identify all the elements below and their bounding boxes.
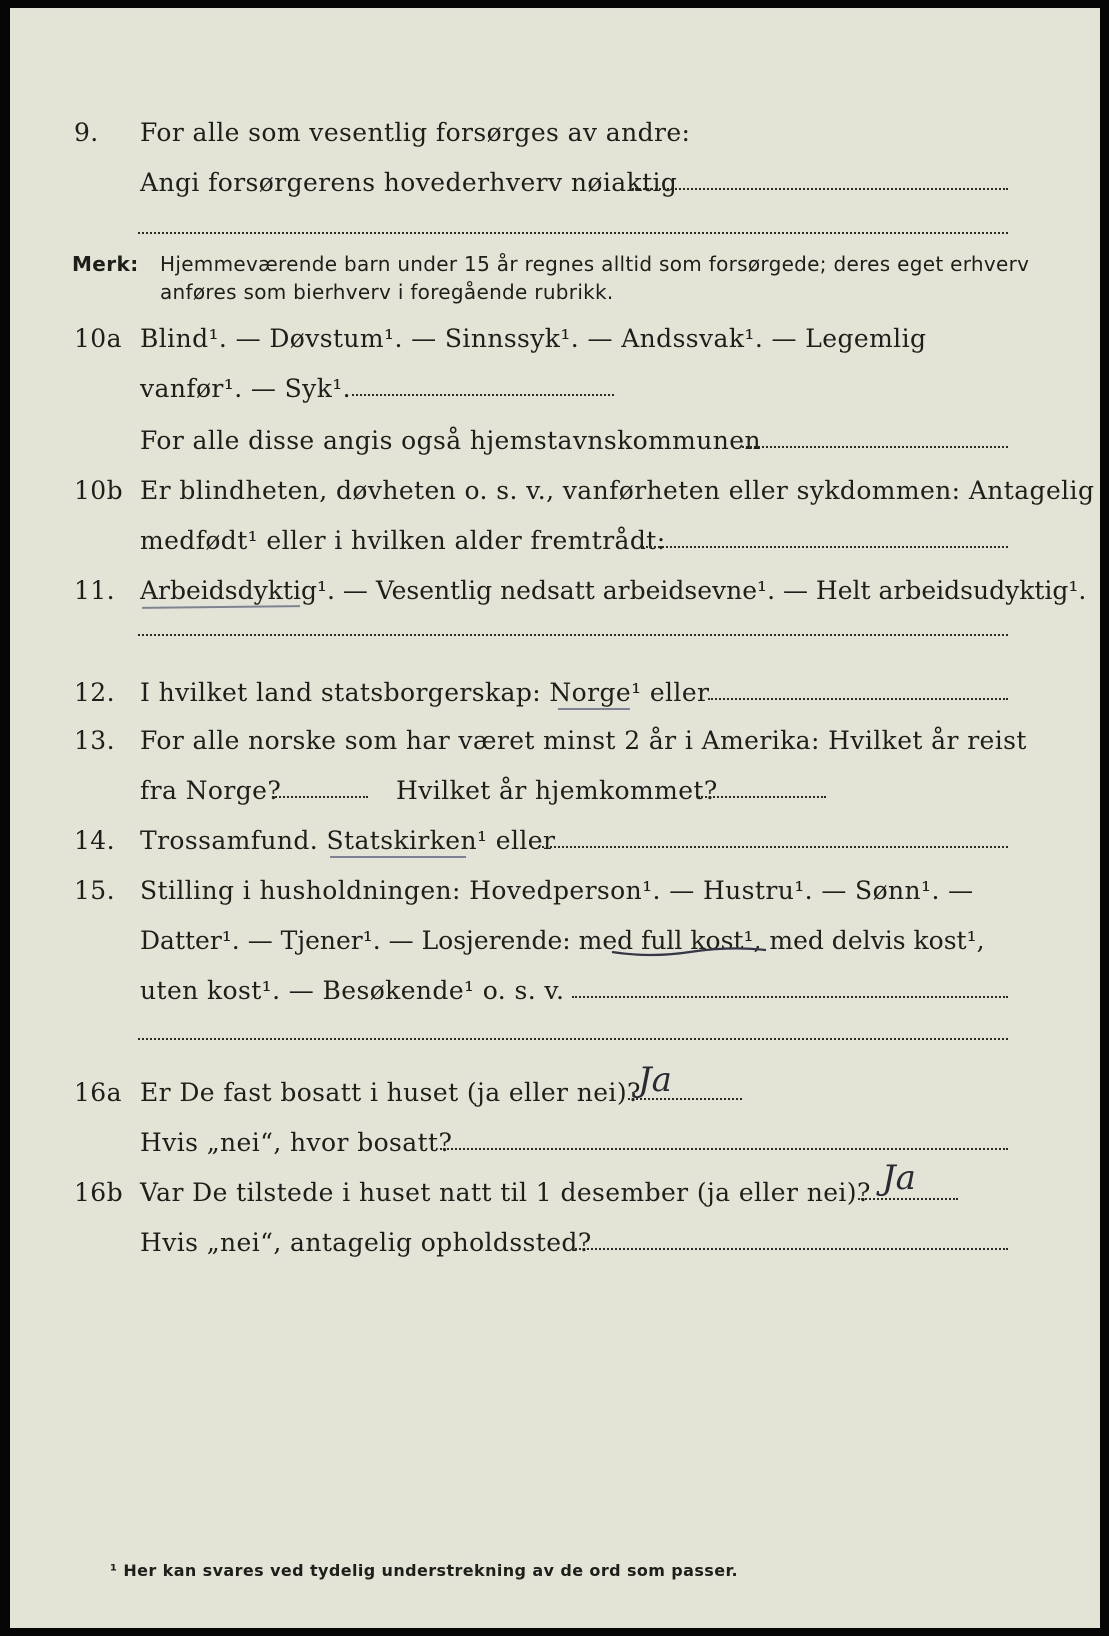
question-13-number: 13. xyxy=(74,726,115,755)
question-12-answer-line xyxy=(708,698,1008,700)
question-13-answer-line-2 xyxy=(698,796,826,798)
question-10b-text: Er blindheten, døvheten o. s. v., vanførheten eller sykdommen: Antagelig xyxy=(140,476,1095,505)
question-15-text: Stilling i husholdningen: Hovedperson¹. — Hustru¹. — Sønn¹. — xyxy=(140,876,974,905)
question-10a-answer-line xyxy=(352,394,614,396)
question-9-number: 9. xyxy=(74,118,99,147)
census-form-page xyxy=(10,8,1100,1628)
question-10b-number: 10b xyxy=(74,476,124,505)
question-13-text-2b: Hvilket år hjemkommet? xyxy=(396,776,718,805)
question-10a-text-2: vanfør¹. — Syk¹. xyxy=(140,374,352,403)
question-13-text-2a: fra Norge? xyxy=(140,776,282,805)
question-9-answer-line-2 xyxy=(138,232,1008,234)
question-9-subtext: Angi forsørgerens hovederhverv nøiaktig xyxy=(140,168,678,197)
question-11-number: 11. xyxy=(74,576,115,605)
question-14-answer-line xyxy=(538,846,1008,848)
note-text-line-1: Hjemmeværende barn under 15 år regnes alltid som forsørgede; deres eget erhverv xyxy=(160,252,1030,276)
question-15-number: 15. xyxy=(74,876,115,905)
question-14-number: 14. xyxy=(74,826,115,855)
handwritten-answer-16a: Ja xyxy=(638,1060,672,1100)
question-16a-number: 16a xyxy=(74,1078,122,1107)
question-13-answer-line-1 xyxy=(272,796,368,798)
question-16b-text: Var De tilstede i huset natt til 1 desember (ja eller nei)? xyxy=(140,1178,871,1207)
question-10a-text-3: For alle disse angis også hjemstavnskommunen xyxy=(140,426,761,455)
question-16b-number: 16b xyxy=(74,1178,124,1207)
question-10b-text-2: medfødt¹ eller i hvilken alder fremtrådt: xyxy=(140,526,666,555)
note-text-line-2: anføres som bierhverv i foregående rubrikk. xyxy=(160,280,614,304)
question-16b-answer-line-2 xyxy=(572,1248,1008,1250)
question-16a-text: Er De fast bosatt i huset (ja eller nei)? xyxy=(140,1078,641,1107)
question-16a-answer-line-2 xyxy=(440,1148,1008,1150)
question-9-text: For alle som vesentlig forsørges av andre: xyxy=(140,118,691,147)
question-14-text: Trossamfund. Statskirken¹ eller xyxy=(140,826,556,855)
question-15-text-2: Datter¹. — Tjener¹. — Losjerende: med full kost¹, med delvis kost¹, xyxy=(140,926,985,955)
question-9-answer-line xyxy=(632,188,1008,190)
answer-underline-med-full-kost xyxy=(610,944,770,960)
question-10a-text: Blind¹. — Døvstum¹. — Sinnssyk¹. — Andssvak¹. — Legemlig xyxy=(140,324,927,353)
question-12-text: I hvilket land statsborgerskap: Norge¹ eller xyxy=(140,678,710,707)
question-15-answer-line xyxy=(572,996,1008,998)
question-15-answer-line-2 xyxy=(138,1038,1008,1040)
question-13-text: For alle norske som har været minst 2 år i Amerika: Hvilket år reist xyxy=(140,726,1027,755)
question-12-number: 12. xyxy=(74,678,115,707)
question-11-answer-line xyxy=(138,634,1008,636)
question-15-text-3: uten kost¹. — Besøkende¹ o. s. v. xyxy=(140,976,565,1005)
answer-underline-statskirken xyxy=(330,856,466,858)
question-16a-text-2: Hvis „nei“, hvor bosatt? xyxy=(140,1128,453,1157)
question-10b-answer-line xyxy=(642,546,1008,548)
footnote: ¹ Her kan svares ved tydelig understrekning av de ord som passer. xyxy=(110,1561,738,1580)
question-10a-number: 10a xyxy=(74,324,122,353)
note-label: Merk: xyxy=(72,252,139,276)
handwritten-answer-16b: Ja xyxy=(882,1158,916,1198)
question-16b-answer-line xyxy=(858,1198,958,1200)
question-11-text: Arbeidsdyktig¹. — Vesentlig nedsatt arbeidsevne¹. — Helt arbeidsudyktig¹. xyxy=(140,576,1087,605)
answer-underline-arbeidsdyktig xyxy=(142,605,300,609)
answer-underline-norge xyxy=(558,708,630,710)
question-10a-answer-line-2 xyxy=(742,446,1008,448)
question-16b-text-2: Hvis „nei“, antagelig opholdssted? xyxy=(140,1228,592,1257)
